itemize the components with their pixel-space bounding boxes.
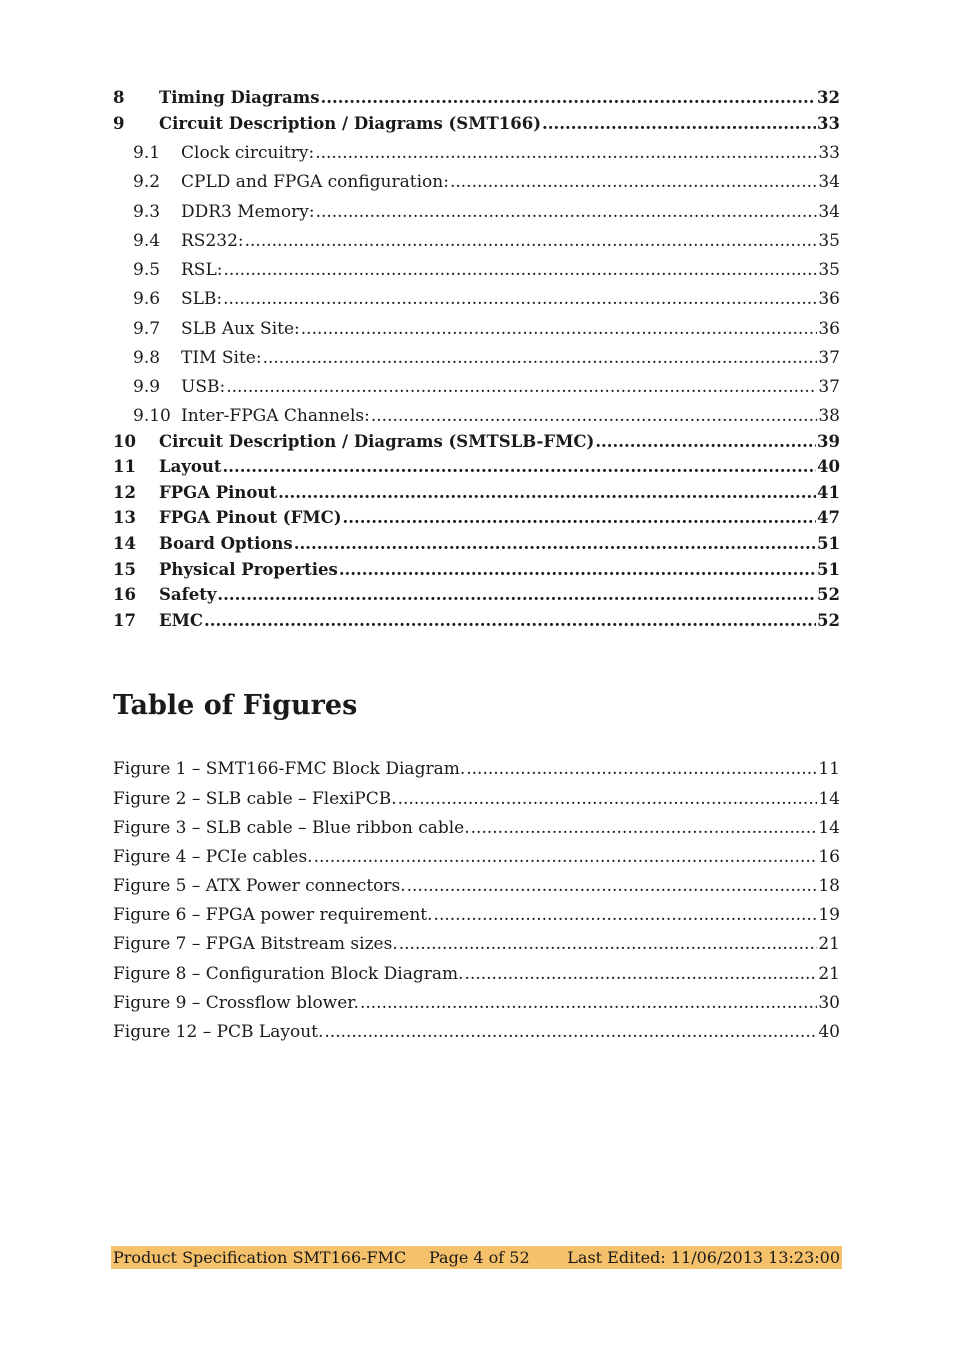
toc-entry-number: 9.7	[133, 319, 161, 339]
toc-entry-page: 52	[817, 585, 840, 604]
figure-entry-3[interactable]	[113, 818, 840, 842]
toc-entry-title: EMC	[159, 611, 203, 630]
toc-entry-page: 33	[817, 114, 840, 133]
toc-entry-12[interactable]	[113, 483, 840, 507]
figure-entry-page: 18	[818, 876, 840, 896]
dot-leader	[360, 993, 817, 1013]
dot-leader	[223, 260, 817, 280]
dot-leader	[314, 847, 818, 867]
toc-entry-page: 33	[818, 143, 840, 163]
dot-leader	[263, 348, 818, 368]
toc-entry-page: 51	[817, 534, 840, 553]
dot-leader	[407, 876, 818, 896]
toc-entry-number: 8	[113, 88, 125, 107]
figure-entry-5[interactable]	[113, 876, 840, 900]
figure-entry-6[interactable]	[113, 905, 840, 929]
dot-leader	[294, 534, 816, 553]
figure-entry-page: 11	[818, 759, 840, 779]
dot-leader	[434, 905, 818, 925]
toc-entry-title: Circuit Description / Diagrams (SMT166)	[159, 114, 542, 133]
toc-entry-page: 36	[818, 289, 840, 309]
page-footer	[111, 1246, 842, 1269]
dot-leader	[343, 508, 817, 527]
figure-entry-9[interactable]	[113, 993, 840, 1017]
toc-entry-number: 12	[113, 483, 136, 502]
toc-entry-title: SLB:	[181, 289, 223, 309]
toc-entry-title: CPLD and FPGA configuration:	[181, 172, 449, 192]
toc-entry-9-3[interactable]	[133, 202, 840, 226]
dot-leader	[450, 172, 817, 192]
toc-entry-number: 9.9	[133, 377, 161, 397]
figure-entry-page: 30	[818, 993, 840, 1013]
dot-leader	[595, 432, 816, 451]
toc-entry-title: Clock circuitry:	[181, 143, 315, 163]
toc-entry-number: 15	[113, 560, 136, 579]
toc-entry-page: 32	[817, 88, 840, 107]
toc-entry-number: 9.6	[133, 289, 161, 309]
dot-leader	[324, 1022, 817, 1042]
toc-entry-number: 9	[113, 114, 125, 133]
toc-entry-number: 9.4	[133, 231, 161, 251]
toc-entry-number: 14	[113, 534, 136, 553]
toc-entry-9[interactable]	[113, 114, 840, 138]
toc-entry-page: 36	[818, 319, 840, 339]
dot-leader	[466, 759, 817, 779]
toc-entry-number: 9.8	[133, 348, 161, 368]
toc-entry-title: USB:	[181, 377, 226, 397]
toc-entry-number: 11	[113, 457, 136, 476]
figure-entry-title: Figure 8 – Configuration Block Diagram.	[113, 964, 464, 984]
toc-entry-page: 35	[818, 231, 840, 251]
toc-entry-9-2[interactable]	[133, 172, 840, 196]
dot-leader	[217, 585, 816, 604]
figure-entry-title: Figure 1 – SMT166-FMC Block Diagram.	[113, 759, 466, 779]
dot-leader	[399, 934, 818, 954]
toc-entry-title: SLB Aux Site:	[181, 319, 300, 339]
dot-leader	[301, 319, 818, 339]
toc-entry-title: Layout	[159, 457, 222, 476]
toc-entry-11[interactable]	[113, 457, 840, 481]
toc-entry-15[interactable]	[113, 560, 840, 584]
toc-entry-8[interactable]	[113, 88, 840, 112]
figure-entry-1[interactable]	[113, 759, 840, 783]
figure-entry-12[interactable]	[113, 1022, 840, 1046]
figure-entry-page: 16	[818, 847, 840, 867]
toc-entry-title: Physical Properties	[159, 560, 338, 579]
figure-entry-title: Figure 4 – PCIe cables.	[113, 847, 313, 867]
toc-entry-number: 16	[113, 585, 136, 604]
toc-entry-number: 17	[113, 611, 136, 630]
toc-entry-10[interactable]	[113, 432, 840, 456]
dot-leader	[223, 289, 817, 309]
figure-entry-title: Figure 3 – SLB cable – Blue ribbon cable.	[113, 818, 470, 838]
toc-entry-title: TIM Site:	[181, 348, 262, 368]
toc-entry-number: 13	[113, 508, 136, 527]
toc-entry-13[interactable]	[113, 508, 840, 532]
toc-entry-page: 40	[817, 457, 840, 476]
dot-leader	[204, 611, 816, 630]
toc-entry-page: 47	[817, 508, 840, 527]
footer-last-edited: Last Edited: 11/06/2013 13:23:00	[567, 1248, 840, 1267]
toc-entry-number: 10	[113, 432, 136, 451]
toc-entry-title: Circuit Description / Diagrams (SMTSLB-FMC)	[159, 432, 595, 451]
toc-entry-page: 37	[818, 377, 840, 397]
toc-entry-9-5[interactable]	[133, 260, 840, 284]
dot-leader	[542, 114, 816, 133]
figure-entry-4[interactable]	[113, 847, 840, 871]
figure-entry-title: Figure 7 – FPGA Bitstream sizes.	[113, 934, 398, 954]
dot-leader	[398, 789, 818, 809]
toc-entry-page: 38	[818, 406, 840, 426]
dot-leader	[315, 143, 817, 163]
toc-entry-number: 9.3	[133, 202, 161, 222]
toc-entry-number: 9.2	[133, 172, 161, 192]
toc-entry-title: FPGA Pinout	[159, 483, 278, 502]
figure-entry-2[interactable]	[113, 789, 840, 813]
toc-entry-number: 9.5	[133, 260, 161, 280]
toc-entry-title: DDR3 Memory:	[181, 202, 315, 222]
dot-leader	[223, 457, 817, 476]
figure-entry-8[interactable]	[113, 964, 840, 988]
toc-entry-14[interactable]	[113, 534, 840, 558]
dot-leader	[321, 88, 817, 107]
figure-entry-page: 19	[818, 905, 840, 925]
toc-entry-9-4[interactable]	[133, 231, 840, 255]
toc-entry-9-10[interactable]	[133, 406, 840, 430]
toc-entry-9-7[interactable]	[133, 319, 840, 343]
toc-entry-page: 51	[817, 560, 840, 579]
toc-entry-page: 34	[818, 202, 840, 222]
toc-entry-9-1[interactable]	[133, 143, 840, 167]
figure-entry-page: 14	[818, 818, 840, 838]
dot-leader	[339, 560, 816, 579]
toc-entry-9-8[interactable]	[133, 348, 840, 372]
figure-entry-page: 21	[818, 934, 840, 954]
dot-leader	[371, 406, 818, 426]
figure-entry-title: Figure 5 – ATX Power connectors.	[113, 876, 406, 896]
toc-entry-17[interactable]	[113, 611, 840, 635]
figure-entry-page: 14	[818, 789, 840, 809]
figure-entry-title: Figure 6 – FPGA power requirement.	[113, 905, 433, 925]
toc-entry-page: 52	[817, 611, 840, 630]
toc-entry-title: RSL:	[181, 260, 223, 280]
toc-entry-page: 39	[817, 432, 840, 451]
figure-entry-7[interactable]	[113, 934, 840, 958]
toc-entry-title: FPGA Pinout (FMC)	[159, 508, 342, 527]
toc-entry-page: 37	[818, 348, 840, 368]
toc-entry-title: RS232:	[181, 231, 244, 251]
toc-entry-page: 34	[818, 172, 840, 192]
toc-entry-title: Safety	[159, 585, 217, 604]
toc-entry-title: Board Options	[159, 534, 293, 553]
toc-entry-number: 9.10	[133, 406, 171, 426]
toc-entry-title: Timing Diagrams	[159, 88, 320, 107]
dot-leader	[226, 377, 817, 397]
footer-page-number: Page 4 of 52	[429, 1248, 530, 1267]
dot-leader	[465, 964, 818, 984]
figure-entry-title: Figure 12 – PCB Layout.	[113, 1022, 324, 1042]
toc-entry-title: Inter-FPGA Channels:	[181, 406, 370, 426]
dot-leader	[471, 818, 818, 838]
toc-entry-number: 9.1	[133, 143, 161, 163]
dot-leader	[278, 483, 816, 502]
table-of-figures-heading: Table of Figures	[113, 690, 358, 721]
footer-product: Product Specification SMT166-FMC	[113, 1248, 407, 1267]
toc-entry-page: 41	[817, 483, 840, 502]
figure-entry-page: 21	[818, 964, 840, 984]
dot-leader	[245, 231, 818, 251]
toc-entry-16[interactable]	[113, 585, 840, 609]
toc-entry-9-9[interactable]	[133, 377, 840, 401]
toc-entry-9-6[interactable]	[133, 289, 840, 313]
figure-entry-title: Figure 9 – Crossflow blower.	[113, 993, 359, 1013]
figure-entry-page: 40	[818, 1022, 840, 1042]
figure-entry-title: Figure 2 – SLB cable – FlexiPCB.	[113, 789, 397, 809]
dot-leader	[316, 202, 818, 222]
toc-entry-page: 35	[818, 260, 840, 280]
